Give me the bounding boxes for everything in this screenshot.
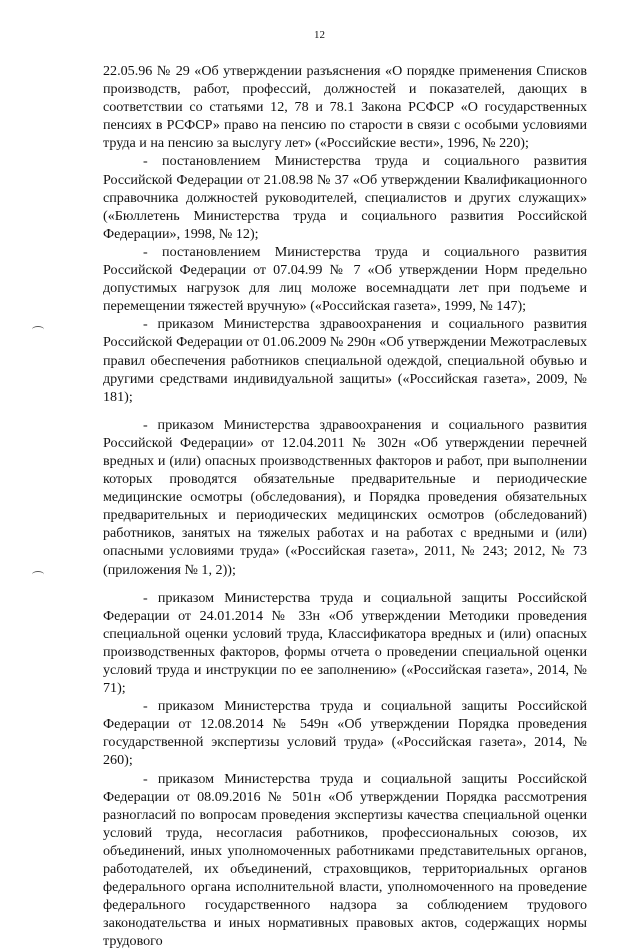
document-body (103, 62, 587, 951)
paragraph-continuation: 22.05.96 № 29 «Об утверждении разъяснения «О порядке применения Списков производств, работ, профессий, должностей и показателей, дающих в соответствии со статьями 12, 78 и 78.1 Закона РСФСР «О государственных пенсиях в РСФСР» право на пенсию по старости в связи с особыми условиями труда и на пенсию за выслугу лет» («Российские вести», 1996, № 220); (103, 63, 587, 152)
paragraph-list-item: - постановлением Министерства труда и социального развития Российской Федерации от 07.04.99 № 7 «Об утверждении Норм предельно допустимых нагрузок для лиц моложе восемнадцати лет при подъеме и перемещении тяжестей вручную» («Российская газета», 1999, № 147); (103, 243, 587, 315)
margin-mark (32, 571, 44, 578)
paragraph-list-item: - приказом Министерства здравоохранения и социального развития Российской Федерации от 01.06.2009 № 290н «Об утверждении Межотраслевых правил обеспечения работников специальной одеждой, специальной обувью и другими средствами индивидуальной защиты» («Российская газета», 2009, № 181); (103, 316, 587, 405)
paragraph-list-item: - постановлением Министерства труда и социального развития Российской Федерации от 21.08.98 № 37 «Об утверждении Квалификационного справочника должностей руководителей, специалистов и других служащих» («Бюллетень Министерства труда и социального развития Российской Федерации», 1998, № 12); (103, 153, 587, 242)
paragraph-list-item: - приказом Министерства здравоохранения и социального развития Российской Федерации» от 12.04.2011 № 302н «Об утверждении перечней вредных и (или) опасных производственных факторов и работ, при выполнении которых проводятся обязательные предварительные и периодические медицинские осмотры (обследования), и Порядка проведения обязательных предварительных и периодических медицинских осмотров (обследований) работников, занятых на тяжелых работах и на работах с вредными и (или) опасными условиями труда» («Российская газета», 2011, № 243; 2012, № 73 (приложения № 1, 2)); (103, 416, 587, 578)
margin-mark (32, 326, 44, 333)
page-number: 12 (314, 29, 325, 41)
paragraph-list-item: - приказом Министерства труда и социальной защиты Российской Федерации от 08.09.2016 № 501н «Об утверждении Порядка рассмотрения разногласий по вопросам проведения экспертизы качества специальной оценки условий труда, несогласия работников, профессиональных союзов, их объединений, иных уполномоченных работниками представительных органов, работодателей, их объединений, страховщиков, территориальных органов федерального органа исполнительной власти, уполномоченного на проведение федерального государственного надзора за соблюдением трудового законодательства и иных нормативных правовых актов, содержащих нормы трудового (103, 770, 587, 950)
paragraph-list-item: - приказом Министерства труда и социальной защиты Российской Федерации от 24.01.2014 № 33н «Об утверждении Методики проведения специальной оценки условий труда, Классификатора вредных и (или) опасных производственных факторов, формы отчета о проведении специальной оценки условий труда и инструкции по ее заполнению» («Российская газета», 2014, № 71); (103, 589, 587, 697)
paragraph-list-item: - приказом Министерства труда и социальной защиты Российской Федерации от 12.08.2014 № 549н «Об утверждении Порядка проведения государственной экспертизы условий труда» («Российская газета», 2014, № 260); (103, 698, 587, 769)
